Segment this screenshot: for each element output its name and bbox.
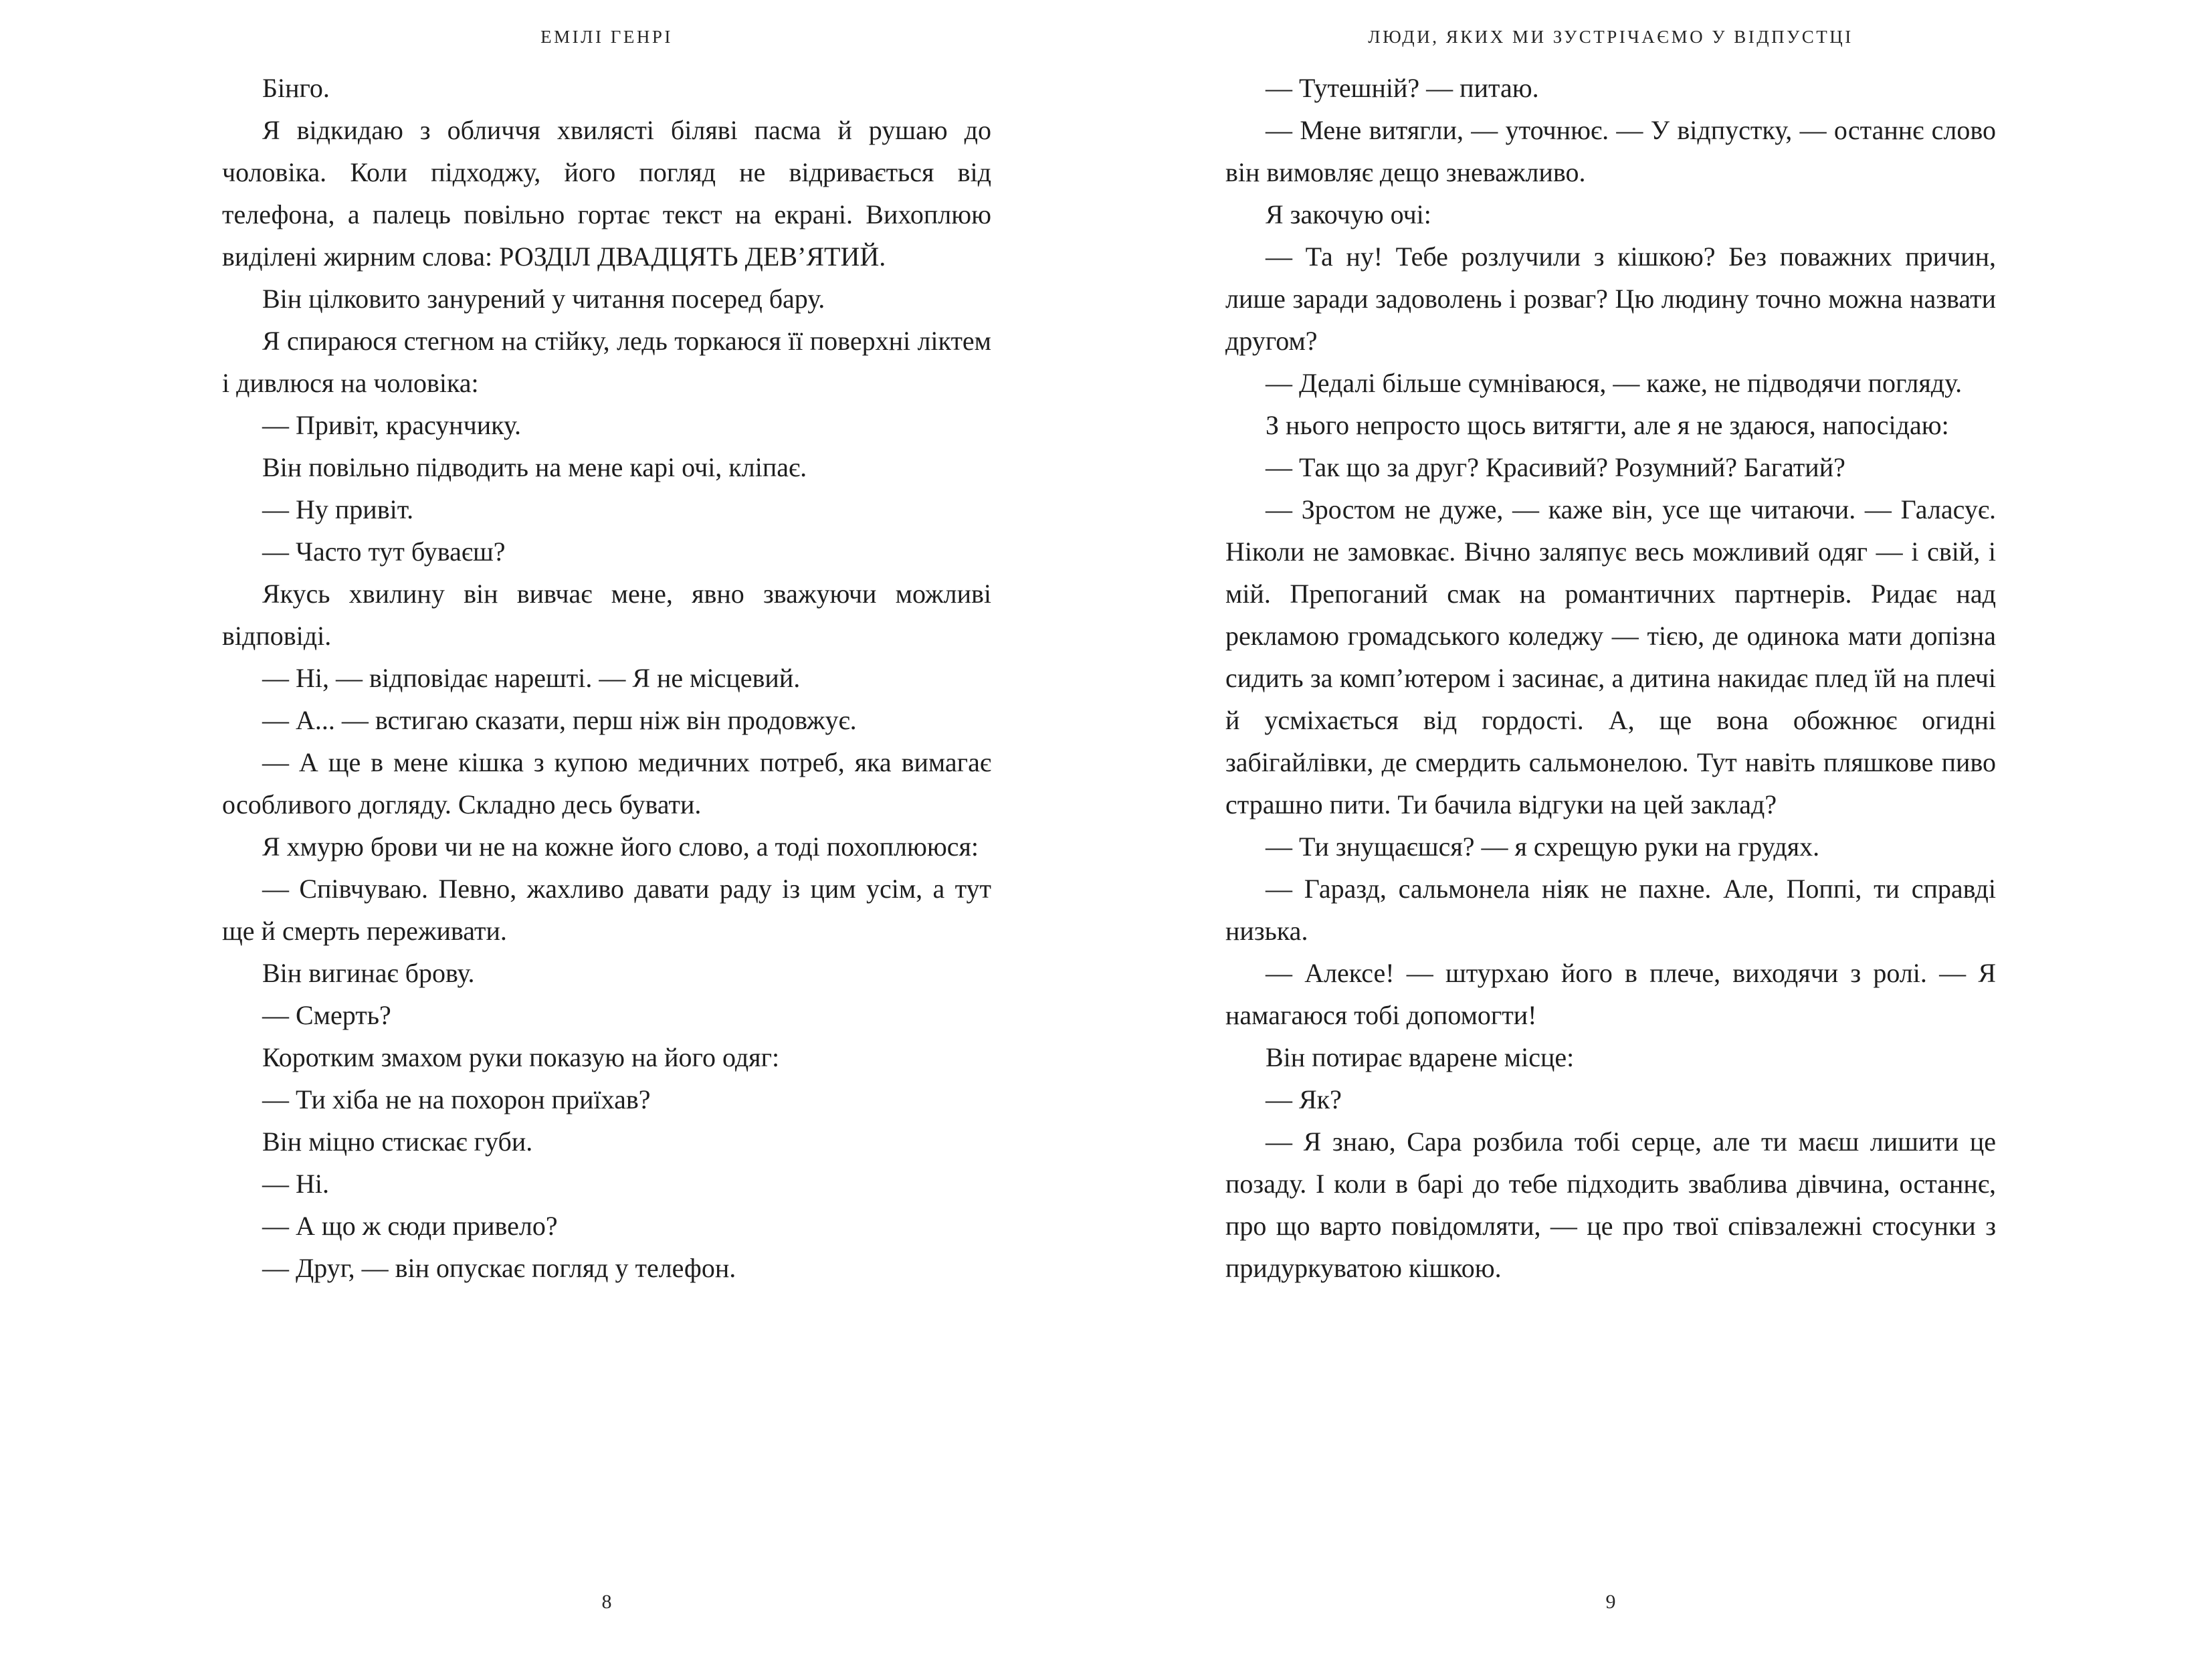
paragraph: Коротким змахом руки показую на його одяг:: [262, 1042, 780, 1072]
paragraph: — Ти хіба не на похорон приїхав?: [262, 1084, 651, 1114]
paragraph: — А... — встигаю сказати, перш ніж він продовжує.: [262, 705, 857, 735]
paragraph: — Смерть?: [262, 1000, 391, 1030]
left-page-number: 8: [601, 1591, 612, 1613]
right-page-body-text: [1225, 67, 1996, 1289]
paragraph: — Та ну! Тебе розлучили з кішкою? Без поважних причин, лише заради задоволень і розваг? Цю людину точно можна назвати другом?: [1225, 241, 1996, 356]
paragraph: — Гаразд, сальмонела ніяк не пахне. Але, Поппі, ти справді низька.: [1225, 874, 1996, 946]
paragraph: — Алексе! — штурхаю його в плече, виходячи з ролі. — Я намагаюся тобі допомогти!: [1225, 958, 1996, 1030]
paragraph: Він повільно підводить на мене карі очі, кліпає.: [262, 452, 807, 482]
paragraph: Я відкидаю з обличчя хвилясті біляві пасма й рушаю до чоловіка. Коли підходжу, його погляд не відривається від телефона, а палець повільно гортає текст на екрані. Вихоплюю виділені жирним слова: РОЗДІЛ ДВАДЦЯТЬ ДЕВ’ЯТИЙ.: [222, 115, 991, 272]
left-page: [222, 0, 991, 1659]
right-page-running-head: ЛЮДИ, ЯКИХ МИ ЗУСТРІЧАЄМО У ВІДПУСТЦІ: [1368, 27, 1853, 47]
paragraph: — Ну привіт.: [262, 494, 414, 524]
paragraph: — Співчуваю. Певно, жахливо давати раду із цим усім, а тут ще й смерть переживати.: [222, 874, 991, 946]
right-page-number: 9: [1605, 1591, 1616, 1613]
paragraph: Він цілковито занурений у читання посеред бару.: [262, 284, 825, 314]
left-page-running-head: ЕМІЛІ ГЕНРІ: [540, 27, 673, 47]
paragraph: — А ще в мене кішка з купою медичних потреб, яка вимагає особливого догляду. Складно десь бувати.: [222, 747, 991, 819]
paragraph: — Часто тут буваєш?: [262, 536, 506, 567]
paragraph: — Ти знущаєшся? — я схрещую руки на грудях.: [1266, 832, 1820, 862]
paragraph: — Як?: [1266, 1084, 1342, 1114]
paragraph: — Я знаю, Сара розбила тобі серце, але ти маєш лишити це позаду. І коли в барі до тебе підходить зваблива дівчина, останнє, про що варто повідомляти, — це про твої співзалежні стосунки з придуркуватою кішкою.: [1225, 1127, 1996, 1283]
paragraph: Я закочую очі:: [1266, 199, 1431, 229]
paragraph: Бінго.: [262, 73, 330, 103]
paragraph: — Ні, — відповідає нарешті. — Я не місцевий.: [262, 663, 801, 693]
paragraph: — Привіт, красунчику.: [262, 410, 521, 440]
paragraph: Я спираюся стегном на стійку, ледь торкаюся її поверхні ліктем і дивлюся на чоловіка:: [222, 326, 991, 398]
paragraph: — Мене витягли, — уточнює. — У відпустку, — останнє слово він вимовляє дещо зневажливо.: [1225, 115, 1996, 187]
paragraph: — Зростом не дуже, — каже він, усе ще читаючи. — Галасує. Ніколи не замовкає. Вічно заляпує весь можливий одяг — і свій, і мій. Препоганий смак на романтичних партнерів. Ридає над рекламою громадського коледжу — тією, де одинока мати допізна сидить за комп’ютером і засинає, а дитина накидає плед їй на плечі й усміхається від гордості. А, ще вона обожнює огидні забігайлівки, де смердить сальмонелою. Тут навіть пляшкове пиво страшно пити. Ти бачила відгуки на цей заклад?: [1225, 494, 1996, 819]
paragraph: Він потирає вдарене місце:: [1266, 1042, 1575, 1072]
paragraph: — Друг, — він опускає погляд у телефон.: [262, 1253, 736, 1283]
paragraph: — Так що за друг? Красивий? Розумний? Багатий?: [1266, 452, 1845, 482]
paragraph: Я хмурю брови чи не на кожне його слово, а тоді похоплююся:: [262, 832, 979, 862]
paragraph: — Ні.: [262, 1169, 329, 1199]
paragraph: Якусь хвилину він вивчає мене, явно зважуючи можливі відповіді.: [222, 579, 991, 651]
paragraph: — Дедалі більше сумніваюся, — каже, не підводячи погляду.: [1266, 368, 1963, 398]
left-page-body-text: [222, 67, 991, 1289]
paragraph: — Тутешній? — питаю.: [1266, 73, 1539, 103]
right-page: [1225, 0, 1996, 1659]
paragraph: З нього непросто щось витягти, але я не здаюся, напосідаю:: [1266, 410, 1949, 440]
paragraph: — А що ж сюди привело?: [262, 1211, 558, 1241]
paragraph: Він вигинає брову.: [262, 958, 475, 988]
paragraph: Він міцно стискає губи.: [262, 1127, 533, 1157]
